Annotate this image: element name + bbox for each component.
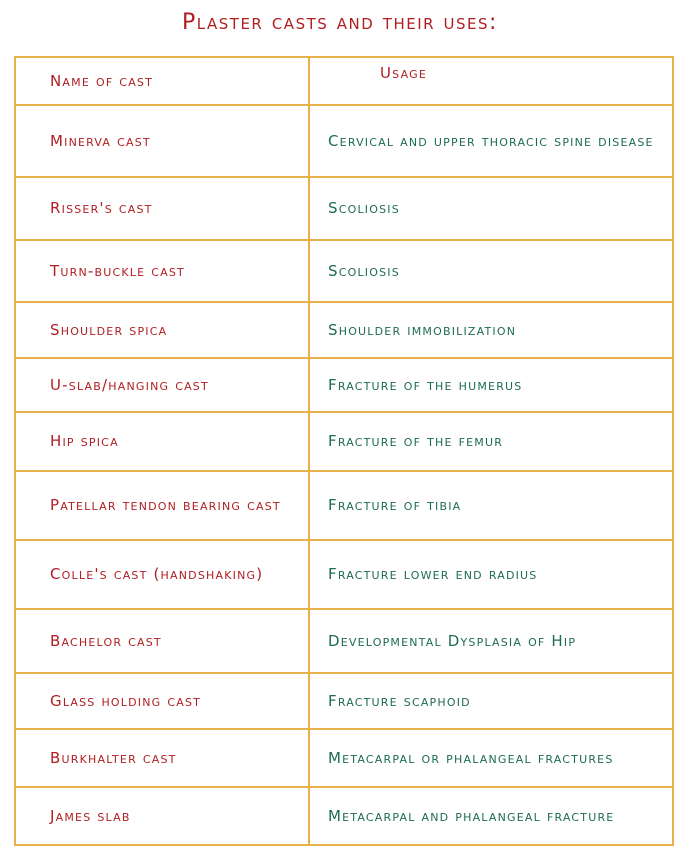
cast-name: Minerva cast bbox=[15, 105, 309, 177]
cast-name: James slab bbox=[15, 787, 309, 845]
cast-usage: Scoliosis bbox=[309, 177, 673, 240]
cast-usage: Fracture lower end radius bbox=[309, 540, 673, 609]
cast-usage: Metacarpal or phalangeal fractures bbox=[309, 729, 673, 787]
cast-name: Risser's cast bbox=[15, 177, 309, 240]
table-row bbox=[15, 302, 673, 358]
cast-usage: Shoulder immobilization bbox=[309, 302, 673, 358]
cast-name: Patellar tendon bearing cast bbox=[15, 471, 309, 540]
table-row bbox=[15, 471, 673, 540]
cast-usage: Fracture scaphoid bbox=[309, 673, 673, 729]
table-row bbox=[15, 540, 673, 609]
cast-name: Colle's cast (handshaking) bbox=[15, 540, 309, 609]
cast-usage: Fracture of tibia bbox=[309, 471, 673, 540]
table-row bbox=[15, 358, 673, 412]
table-header-row bbox=[15, 57, 673, 105]
header-name-of-cast: Name of cast bbox=[15, 57, 309, 105]
table-row bbox=[15, 412, 673, 471]
cast-name: Glass holding cast bbox=[15, 673, 309, 729]
cast-usage: Cervical and upper thoracic spine disease bbox=[309, 105, 673, 177]
table-row bbox=[15, 673, 673, 729]
plaster-casts-table bbox=[14, 56, 674, 846]
table-row bbox=[15, 177, 673, 240]
cast-name: Shoulder spica bbox=[15, 302, 309, 358]
header-usage: Usage bbox=[309, 57, 673, 105]
table-row bbox=[15, 729, 673, 787]
cast-usage: Metacarpal and phalangeal fracture bbox=[309, 787, 673, 845]
cast-name: Turn-buckle cast bbox=[15, 240, 309, 302]
cast-usage: Scoliosis bbox=[309, 240, 673, 302]
cast-usage: Developmental Dysplasia of Hip bbox=[309, 609, 673, 673]
table-row bbox=[15, 240, 673, 302]
table-row bbox=[15, 609, 673, 673]
cast-name: Bachelor cast bbox=[15, 609, 309, 673]
cast-name: Burkhalter cast bbox=[15, 729, 309, 787]
table-row bbox=[15, 787, 673, 845]
cast-name: Hip spica bbox=[15, 412, 309, 471]
cast-usage: Fracture of the humerus bbox=[309, 358, 673, 412]
cast-usage: Fracture of the femur bbox=[309, 412, 673, 471]
page-title: Plaster casts and their uses: bbox=[182, 10, 498, 35]
table-row bbox=[15, 105, 673, 177]
cast-name: U-slab/hanging cast bbox=[15, 358, 309, 412]
